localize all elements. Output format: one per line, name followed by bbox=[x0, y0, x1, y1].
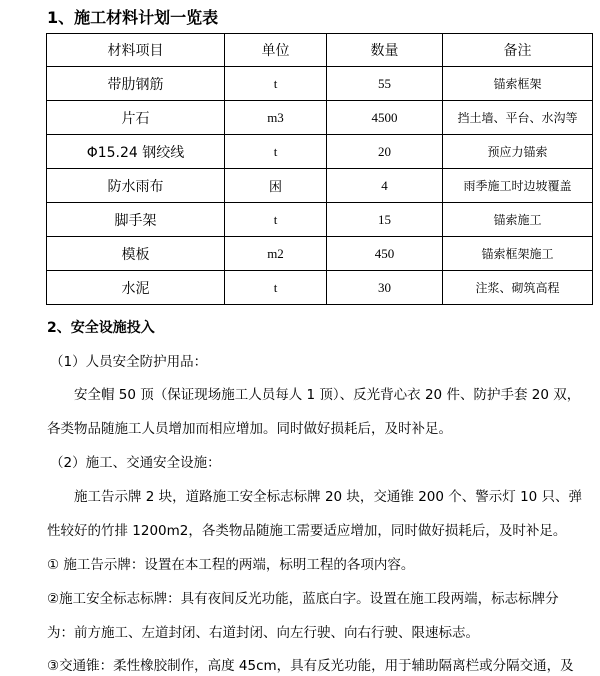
paragraph: 施工告示牌 2 块，道路施工安全标志标牌 20 块，交通锥 200 个、警示灯 10 只、弹 bbox=[74, 489, 583, 505]
paragraph: ① 施工告示牌：设置在本工程的两端，标明工程的各项内容。 bbox=[47, 557, 415, 573]
table-row bbox=[47, 135, 593, 169]
materials-table bbox=[46, 33, 593, 305]
header-unit: 单位 bbox=[225, 34, 327, 67]
cell-material: 水泥 bbox=[47, 271, 225, 305]
header-quantity: 数量 bbox=[327, 34, 443, 67]
cell-unit: 困 bbox=[225, 169, 327, 203]
cell-unit: m2 bbox=[225, 237, 327, 271]
cell-unit: t bbox=[225, 271, 327, 305]
cell-remark: 锚索框架施工 bbox=[443, 237, 593, 271]
cell-material: 模板 bbox=[47, 237, 225, 271]
paragraph: ③交通锥：柔性橡胶制作，高度 45cm，具有反光功能，用于辅助隔离栏或分隔交通，及 bbox=[47, 658, 574, 674]
cell-material: 片石 bbox=[47, 101, 225, 135]
cell-remark: 锚索框架 bbox=[443, 67, 593, 101]
cell-unit: t bbox=[225, 135, 327, 169]
cell-quantity: 450 bbox=[327, 237, 443, 271]
cell-quantity: 30 bbox=[327, 271, 443, 305]
table-row bbox=[47, 271, 593, 305]
paragraph: （1）人员安全防护用品： bbox=[50, 354, 208, 370]
table-row bbox=[47, 237, 593, 271]
cell-remark: 注浆、砌筑高程 bbox=[443, 271, 593, 305]
cell-unit: m3 bbox=[225, 101, 327, 135]
header-material: 材料项目 bbox=[47, 34, 225, 67]
paragraph: ②施工安全标志标牌：具有夜间反光功能，蓝底白字。设置在施工段两端，标志标牌分 bbox=[47, 591, 559, 607]
cell-material: 防水雨布 bbox=[47, 169, 225, 203]
paragraph: 性较好的竹排 1200m2，各类物品随施工需要适应增加，同时做好损耗后，及时补足。 bbox=[47, 523, 567, 539]
section-heading-safety: 2、安全设施投入 bbox=[47, 320, 155, 336]
cell-material: 脚手架 bbox=[47, 203, 225, 237]
table-row bbox=[47, 67, 593, 101]
section-heading-materials: 1、施工材料计划一览表 bbox=[47, 8, 219, 27]
header-remark: 备注 bbox=[443, 34, 593, 67]
table-header-row bbox=[47, 34, 593, 67]
cell-material: 带肋钢筋 bbox=[47, 67, 225, 101]
cell-quantity: 15 bbox=[327, 203, 443, 237]
cell-quantity: 4 bbox=[327, 169, 443, 203]
cell-remark: 预应力锚索 bbox=[443, 135, 593, 169]
table-row bbox=[47, 169, 593, 203]
cell-remark: 雨季施工时边坡覆盖 bbox=[443, 169, 593, 203]
cell-quantity: 20 bbox=[327, 135, 443, 169]
cell-quantity: 4500 bbox=[327, 101, 443, 135]
cell-remark: 锚索施工 bbox=[443, 203, 593, 237]
paragraph: 安全帽 50 顶（保证现场施工人员每人 1 顶）、反光背心衣 20 件、防护手套 20 双， bbox=[74, 387, 581, 403]
paragraph: （2）施工、交通安全设施： bbox=[50, 455, 221, 471]
table-row bbox=[47, 203, 593, 237]
cell-remark: 挡土墙、平台、水沟等 bbox=[443, 101, 593, 135]
paragraph: 各类物品随施工人员增加而相应增加。同时做好损耗后，及时补足。 bbox=[47, 421, 452, 437]
cell-unit: t bbox=[225, 67, 327, 101]
paragraph: 为：前方施工、左道封闭、右道封闭、向左行驶、向右行驶、限速标志。 bbox=[47, 625, 479, 641]
cell-unit: t bbox=[225, 203, 327, 237]
cell-quantity: 55 bbox=[327, 67, 443, 101]
table-row bbox=[47, 101, 593, 135]
cell-material: Φ15.24 钢绞线 bbox=[47, 135, 225, 169]
